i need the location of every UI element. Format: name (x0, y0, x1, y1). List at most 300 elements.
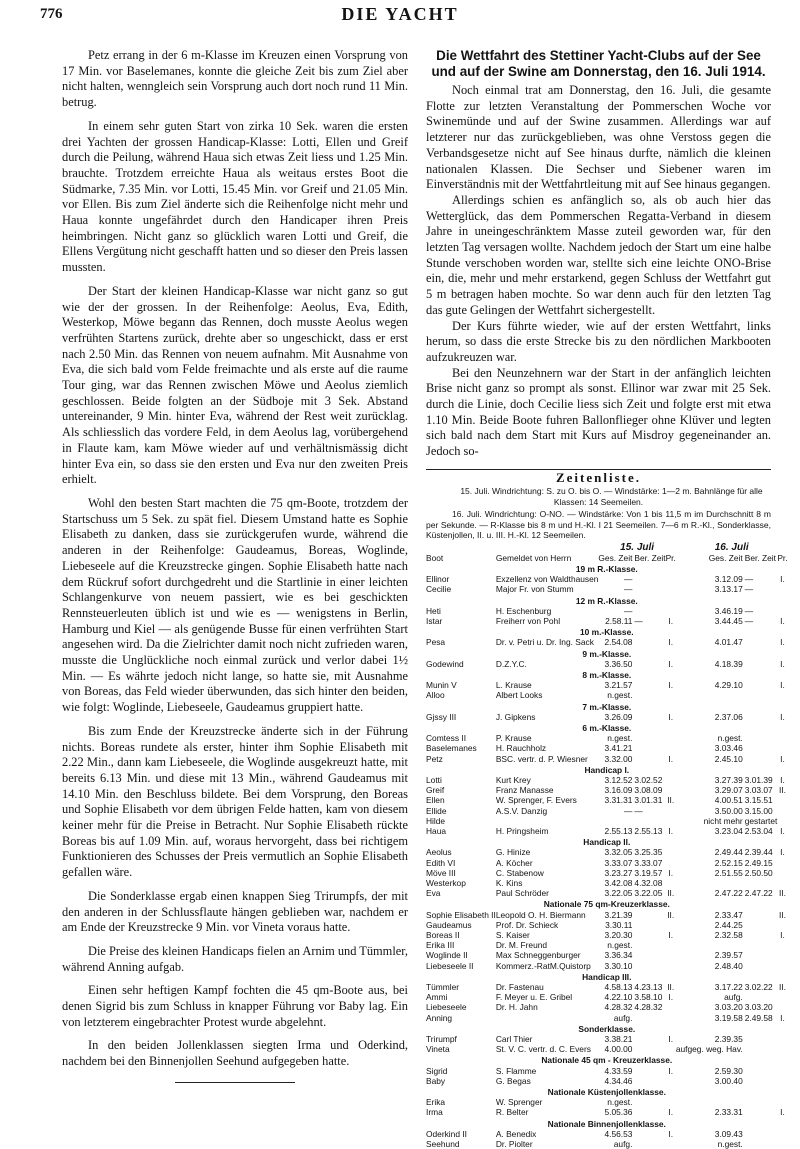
class-heading-row (426, 563, 788, 574)
prize-16: I. (777, 1107, 787, 1117)
class-heading-row (426, 1086, 788, 1097)
total-time-16: 2.45.10 (676, 754, 745, 764)
corrected-time-15 (634, 680, 665, 690)
owner-name: S. Flamme (496, 1066, 599, 1076)
class-heading: 8 m.-Klasse. (426, 669, 788, 680)
corrected-time-16: gestartet (745, 816, 778, 826)
corrected-time-15 (634, 1097, 665, 1107)
total-time-15: n.gest. (598, 940, 634, 950)
prize-15 (666, 847, 676, 857)
table-row (426, 659, 788, 669)
total-time-16: aufg. (676, 992, 745, 1002)
column-header: Ber. Zeit (745, 553, 778, 563)
prize-15 (666, 920, 676, 930)
class-heading: Nationale Binnenjollenklasse. (426, 1118, 788, 1129)
class-heading-row (426, 648, 788, 659)
prize-16 (777, 1002, 787, 1012)
owner-name: H. Eschenburg (496, 606, 599, 616)
owner-name: Freiherr von Pohl (496, 616, 599, 626)
prize-15: I. (666, 712, 676, 722)
total-time-15: 3.38.21 (598, 1034, 634, 1044)
table-row (426, 930, 788, 940)
prize-16 (777, 878, 787, 888)
corrected-time-15 (634, 1107, 665, 1117)
column-header: Gemeldet von Herrn (496, 553, 599, 563)
total-time-16: 3.13.17 (676, 584, 745, 594)
owner-name: Dr. Fastenau (496, 982, 599, 992)
class-heading: 6 m.-Klasse. (426, 722, 788, 733)
corrected-time-15 (634, 637, 665, 647)
prize-15 (666, 733, 676, 743)
owner-name: Prof. Dr. Schieck (496, 920, 599, 930)
paragraph: Einen sehr heftigen Kampf fochten die 45 qm-Boote aus, bei denen Sigrid bis zum Schluss in knapper Führung vor Baby lag. Ein von letzterem eingebrachter Protest wurde abgelehnt. (62, 983, 408, 1030)
corrected-time-16: — (745, 574, 778, 584)
prize-15: I. (666, 868, 676, 878)
prize-15: I. (666, 680, 676, 690)
table-row (426, 1076, 788, 1086)
table-row (426, 1139, 788, 1149)
total-time-16: 3.44.45 (676, 616, 745, 626)
class-heading: 9 m.-Klasse. (426, 648, 788, 659)
corrected-time-16: 2.47.22 (745, 888, 778, 898)
owner-name: Max Schneggenburger (496, 950, 599, 960)
owner-name: A.S.V. Danzig (496, 806, 599, 816)
corrected-time-16 (745, 637, 778, 647)
total-time-16: n.gest. (676, 1139, 745, 1149)
boat-name: Aeolus (426, 847, 496, 857)
boat-name: Trirumpf (426, 1034, 496, 1044)
total-time-15: n.gest. (598, 690, 634, 700)
prize-15 (666, 950, 676, 960)
total-time-15: 3.12.52 (598, 775, 634, 785)
prize-16 (777, 795, 787, 805)
corrected-time-15 (634, 910, 665, 920)
table-row (426, 574, 788, 584)
prize-15 (666, 940, 676, 950)
corrected-time-15 (634, 950, 665, 960)
total-time-16: nicht mehr (676, 816, 745, 826)
total-time-16: 4.29.10 (676, 680, 745, 690)
total-time-15: 3.30.11 (598, 920, 634, 930)
boat-name: Ellen (426, 795, 496, 805)
corrected-time-15 (634, 1013, 665, 1023)
end-rule (175, 1082, 295, 1083)
boat-name: Baselemanes (426, 743, 496, 753)
magazine-header: DIE YACHT (0, 4, 800, 25)
boat-name: Möve III (426, 868, 496, 878)
corrected-time-16: — (745, 606, 778, 616)
total-time-15: 4.00.00 (598, 1044, 634, 1054)
boat-name: Gaudeamus (426, 920, 496, 930)
corrected-time-16: 3.03.07 (745, 785, 778, 795)
prize-15: I. (666, 1034, 676, 1044)
total-time-15: 3.23.27 (598, 868, 634, 878)
total-time-15: 2.58.11 (598, 616, 634, 626)
column-header-row (426, 553, 788, 563)
class-heading: Handicap I. (426, 764, 788, 775)
paragraph: Der Kurs führte wieder, wie auf der ersten Wettfahrt, links herum, so dass die erste Strecke bis zu den nördlichen Markbooten aufzukreuzen war. (426, 319, 771, 366)
total-time-16: 3.23.04 (676, 826, 745, 836)
total-time-15: 3.31.31 (598, 795, 634, 805)
corrected-time-16 (745, 690, 778, 700)
owner-name: P. Krause (496, 733, 599, 743)
corrected-time-15 (634, 961, 665, 971)
class-heading-row (426, 722, 788, 733)
owner-name: H. Rauchholz (496, 743, 599, 753)
day-header-row (426, 543, 788, 553)
class-heading-row (426, 1054, 788, 1065)
total-time-15: 3.32.00 (598, 754, 634, 764)
table-row (426, 1107, 788, 1117)
boat-name: Heti (426, 606, 496, 616)
total-time-16: 3.09.43 (676, 1129, 745, 1139)
corrected-time-16 (745, 1066, 778, 1076)
paragraph: Der Start der kleinen Handicap-Klasse war nicht ganz so gut wie der der grossen. In der Reihenfolge: Aeolus, Eva, Edith, Westerkop, Möwe begann das Rennen, doch musste Aeolus wegen verfrühten Startens zurück, drehte aber so ungeschickt, dass er erst nach 2.50 Min. das Rennen von neuem aufnahm. Mit Ausnahme von Eva, die sich bald vom Felde freimachte und als erste auf die raume Tour ging, war das Rennen zwischen Möwe und Aeolus ziemlich geschlossen. Beide folgten an der Südboje mit 3 Sek. Abstand untereinander, 9 Min. hinter Eva, während der Rest weit zurücklag. Als schliesslich das vordere Feld, in dem Aeolus lag, vorübergehend in Flaute kam, kam Möwe wieder auf und verhältnismässig dicht hinter Eva ein, so dass sie den ersten und Eva nur den zweiten Preis erhielt. (62, 284, 408, 488)
boat-name: Gjssy III (426, 712, 496, 722)
owner-name: S. Kaiser (496, 930, 599, 940)
corrected-time-16: 2.49.58 (745, 1013, 778, 1023)
paragraph: Die Sonderklasse ergab einen knappen Sieg Trirumpfs, der mit den anderen in der Schlussflaute hängen geblieben war, nachdem er am Ende der Kreuzstrecke 9 Min. vor Vineta voraus hatte. (62, 889, 408, 936)
total-time-16: 3.12.09 (676, 574, 745, 584)
table-row (426, 743, 788, 753)
corrected-time-16 (745, 733, 778, 743)
boat-name: Sophie Elisabeth II (426, 910, 496, 920)
total-time-15: 3.16.09 (598, 785, 634, 795)
boat-name: Tümmler (426, 982, 496, 992)
corrected-time-16: 2.53.04 (745, 826, 778, 836)
corrected-time-16 (745, 930, 778, 940)
table-row (426, 920, 788, 930)
total-time-15: — (598, 806, 634, 816)
class-heading-row (426, 764, 788, 775)
prize-15: I. (666, 1066, 676, 1076)
prize-16 (777, 868, 787, 878)
column-header: Pr. (777, 553, 787, 563)
total-time-15: 4.56.53 (598, 1129, 634, 1139)
corrected-time-16 (745, 659, 778, 669)
total-time-16: 2.32.58 (676, 930, 745, 940)
prize-15: I. (666, 826, 676, 836)
corrected-time-15: 3.02.52 (634, 775, 665, 785)
boat-name: Godewind (426, 659, 496, 669)
prize-15: II. (666, 888, 676, 898)
prize-15: I. (666, 637, 676, 647)
owner-name: Dr. Piolter (496, 1139, 599, 1149)
table-row (426, 754, 788, 764)
owner-name: G. Begas (496, 1076, 599, 1086)
total-time-16: 3.50.00 (676, 806, 745, 816)
table-row (426, 1044, 788, 1054)
total-time-16: 4.01.47 (676, 637, 745, 647)
prize-16: II. (777, 888, 787, 898)
boat-name: Woglinde II (426, 950, 496, 960)
total-time-16: aufgeg. weg. Hav. (676, 1044, 745, 1054)
total-time-16 (676, 878, 745, 888)
prize-16: I. (777, 659, 787, 669)
class-heading: Nationale Küstenjollenklasse. (426, 1086, 788, 1097)
owner-name: L. Krause (496, 680, 599, 690)
prize-16: I. (777, 826, 787, 836)
owner-name: Paul Schröder (496, 888, 599, 898)
boat-name: Oderkind II (426, 1129, 496, 1139)
paragraph: Petz errang in der 6 m-Klasse im Kreuzen einen Vorsprung von 17 Min. vor Baselemanes, konnte die gleiche Zeit bis zum Ziel aber nicht halten, wenngleich sein Vorsprung auch dort noch rund 11 Min. betrug. (62, 48, 408, 111)
corrected-time-16 (745, 1034, 778, 1044)
total-time-16: 2.51.55 (676, 868, 745, 878)
boat-name: Ellide (426, 806, 496, 816)
corrected-time-15 (634, 1076, 665, 1086)
prize-16: I. (777, 1013, 787, 1023)
total-time-16: 2.44.25 (676, 920, 745, 930)
table-row (426, 616, 788, 626)
total-time-15: — (598, 584, 634, 594)
class-heading-row (426, 1118, 788, 1129)
corrected-time-16 (745, 940, 778, 950)
column-header: Ges. Zeit (676, 553, 745, 563)
corrected-time-15 (634, 754, 665, 764)
boat-name: Vineta (426, 1044, 496, 1054)
corrected-time-15: 4.32.08 (634, 878, 665, 888)
total-time-15: 3.26.09 (598, 712, 634, 722)
prize-16 (777, 1034, 787, 1044)
table-row (426, 637, 788, 647)
prize-16: I. (777, 574, 787, 584)
table-row (426, 992, 788, 1002)
article-title: Die Wettfahrt des Stettiner Yacht-Clubs auf der See und auf der Swine am Donnerstag, den 16. Juli 1914. (426, 48, 771, 80)
table-row (426, 826, 788, 836)
total-time-15: 3.42.08 (598, 878, 634, 888)
total-time-15: 3.32.05 (598, 847, 634, 857)
owner-name: Kurt Krey (496, 775, 599, 785)
prize-16 (777, 733, 787, 743)
prize-16: I. (777, 637, 787, 647)
total-time-15: 3.41.21 (598, 743, 634, 753)
paragraph: Die Preise des kleinen Handicaps fielen an Arnim und Tümmler, während Anning aufgab. (62, 944, 408, 975)
class-heading: 19 m R.-Klasse. (426, 563, 788, 574)
corrected-time-16: 2.50.50 (745, 868, 778, 878)
total-time-16: 3.27.39 (676, 775, 745, 785)
prize-15 (666, 806, 676, 816)
table-row (426, 733, 788, 743)
table-row (426, 950, 788, 960)
prize-16 (777, 992, 787, 1002)
table-row (426, 1002, 788, 1012)
total-time-16: n.gest. (676, 733, 745, 743)
corrected-time-15 (634, 1129, 665, 1139)
paragraph: In den beiden Jollenklassen siegten Irma und Oderkind, nachdem bei den Binnenjollen Seehund aufgegeben hatte. (62, 1038, 408, 1069)
boat-name: Anning (426, 1013, 496, 1023)
total-time-16: 3.46.19 (676, 606, 745, 616)
corrected-time-16: 3.03.20 (745, 1002, 778, 1012)
owner-name: A. Köcher (496, 858, 599, 868)
class-heading: Handicap III. (426, 971, 788, 982)
total-time-15: 4.34.46 (598, 1076, 634, 1086)
table-row (426, 795, 788, 805)
total-time-16 (676, 690, 745, 700)
corrected-time-16 (745, 910, 778, 920)
boat-name: Erika III (426, 940, 496, 950)
total-time-16: 2.39.35 (676, 1034, 745, 1044)
boat-name: Greif (426, 785, 496, 795)
prize-15: II. (666, 910, 676, 920)
column-header: Ges. Zeit (598, 553, 634, 563)
boat-name: Hilde (426, 816, 496, 826)
prize-15: I. (666, 616, 676, 626)
corrected-time-15: 3.33.07 (634, 858, 665, 868)
owner-name: H. Pringsheim (496, 826, 599, 836)
boat-name: Munin V (426, 680, 496, 690)
total-time-15: 4.33.59 (598, 1066, 634, 1076)
table-row (426, 982, 788, 992)
class-heading-row (426, 836, 788, 847)
boat-name: Cecilie (426, 584, 496, 594)
boat-name: Istar (426, 616, 496, 626)
total-time-15: 3.36.34 (598, 950, 634, 960)
corrected-time-16 (745, 1107, 778, 1117)
corrected-time-16 (745, 992, 778, 1002)
day1-info: 15. Juli. Windrichtung: S. zu O. bis O. — Windstärke: 1—2 m. Bahnlänge für alle Klassen: 14 Seemeilen. (426, 486, 771, 507)
total-time-15: 4.28.32 (598, 1002, 634, 1012)
left-column (62, 48, 408, 1083)
boat-name: Edith VI (426, 858, 496, 868)
prize-15 (666, 1076, 676, 1086)
owner-name: G. Hinize (496, 847, 599, 857)
owner-name: Carl Thier (496, 1034, 599, 1044)
owner-name: W. Sprenger, F. Evers (496, 795, 599, 805)
corrected-time-16 (745, 1044, 778, 1054)
article-body (426, 83, 771, 460)
table-row (426, 1013, 788, 1023)
table-row (426, 775, 788, 785)
table-row (426, 888, 788, 898)
results-table (426, 543, 788, 1149)
column-header: Pr. (666, 553, 676, 563)
prize-16 (777, 940, 787, 950)
owner-name: A. Benedix (496, 1129, 599, 1139)
prize-16 (777, 743, 787, 753)
prize-15 (666, 743, 676, 753)
corrected-time-15 (634, 816, 665, 826)
class-heading-row (426, 595, 788, 606)
table-row (426, 961, 788, 971)
prize-15: I. (666, 1129, 676, 1139)
corrected-time-15 (634, 690, 665, 700)
owner-name: K. Kins (496, 878, 599, 888)
paragraph: Bis zum Ende der Kreuzstrecke änderte sich in der Führung nichts. Boreas rundete als erster, hinter ihm Sophie Elisabeth mit 2.22 Min., dann kam Liebeseele, die Woglinde ausgekreuzt hatte, mit bereits 6.13 Min. und diese mit 13 Min., während Gaudeamus mit 14.10 Min. den Beschluss bildete. Bei dem Vorsprung, den Boreas und Sophie Elisabeth vor dem übrigen Felde hatten, kam von diesem keiner mehr für die Preise in Betracht. Nur Sophie Elisabeth rückte Boreas bis auf 1.09 Min. auf, woraus hervorgeht, dass bei richtigem Funktionieren des Schusses der Preis vermutlich an Sophie Elisabeth gefallen wäre. (62, 724, 408, 881)
spacer-cell (496, 543, 599, 553)
owner-name (496, 1013, 599, 1023)
table-row (426, 1129, 788, 1139)
results-title: Zeitenliste. (426, 473, 771, 484)
paragraph: Allerdings schien es anfänglich so, als ob auch hier das Wetterglück, das dem Pommerschen Regatta-Verband in diesem Jahre in uneingeschränktem Masse zuteil geworden war, für den letzten Tag versagen wollte. Nachdem jedoch der Start um eine halbe Stunde verschoben worden war, stellte sich eine leichte ONO-Brise ein, die, mehr und mehr erstarkend, gegen Schluss der Wettfahrt gut 5 m betragen haben mochte. So war denn auch für den letzten Tag das gute Gelingen der Wettfahrt sichergestellt. (426, 193, 771, 319)
prize-15: I. (666, 930, 676, 940)
corrected-time-15: 4.23.13 (634, 982, 665, 992)
prize-16 (777, 1076, 787, 1086)
class-heading: Nationale 75 qm-Kreuzerklasse. (426, 898, 788, 909)
prize-16: II. (777, 910, 787, 920)
prize-15: I. (666, 992, 676, 1002)
table-row (426, 806, 788, 816)
corrected-time-16 (745, 680, 778, 690)
total-time-15 (598, 816, 634, 826)
total-time-15: n.gest. (598, 733, 634, 743)
corrected-time-15: 2.55.13 (634, 826, 665, 836)
corrected-time-16 (745, 950, 778, 960)
prize-15 (666, 574, 676, 584)
table-row (426, 1066, 788, 1076)
total-time-15: 3.22.05 (598, 888, 634, 898)
prize-16 (777, 606, 787, 616)
table-row (426, 878, 788, 888)
corrected-time-15 (634, 659, 665, 669)
total-time-16: 3.03.20 (676, 1002, 745, 1012)
class-heading-row (426, 898, 788, 909)
class-heading: 7 m.-Klasse. (426, 701, 788, 712)
corrected-time-16 (745, 1076, 778, 1086)
corrected-time-15 (634, 743, 665, 753)
prize-15 (666, 1013, 676, 1023)
paragraph: Bei den Neunzehnern war der Start in der anfänglich leichten Brise nicht ganz so prompt als sonst. Ellinor war zwar mit 25 Sek. durch die Linie, doch Cecilie liess sich Zeit und folgte erst mit etwa 1.10 Min. Beide Boote fuhren Ballonflieger ohne Klüver und legten sich bald nach dem Start mit Kurs auf Misdroy gegeneinander an. Jedoch so- (426, 366, 771, 460)
prize-16: I. (777, 680, 787, 690)
class-heading: Handicap II. (426, 836, 788, 847)
owner-name: BSC. vertr. d. P. Wiesner (496, 754, 599, 764)
corrected-time-15: 3.19.57 (634, 868, 665, 878)
corrected-time-16 (745, 1139, 778, 1149)
boat-name: Erika (426, 1097, 496, 1107)
class-heading-row (426, 1023, 788, 1034)
prize-16: I. (777, 754, 787, 764)
prize-15 (666, 1044, 676, 1054)
boat-name: Westerkop (426, 878, 496, 888)
owner-name: Exzellenz von Waldthausen (496, 574, 599, 584)
prize-16 (777, 816, 787, 826)
table-row (426, 910, 788, 920)
corrected-time-16 (745, 1129, 778, 1139)
boat-name: Liebeseele (426, 1002, 496, 1012)
table-row (426, 680, 788, 690)
prize-16: II. (777, 982, 787, 992)
corrected-time-15: 3.58.10 (634, 992, 665, 1002)
prize-16 (777, 920, 787, 930)
prize-15 (666, 690, 676, 700)
total-time-15: 4.22.10 (598, 992, 634, 1002)
corrected-time-15 (634, 733, 665, 743)
class-heading-row (426, 669, 788, 680)
prize-15 (666, 858, 676, 868)
corrected-time-16: 3.15.00 (745, 806, 778, 816)
total-time-16: 3.29.07 (676, 785, 745, 795)
boat-name: Pesa (426, 637, 496, 647)
owner-name: Leopold O. H. Biermann (496, 910, 599, 920)
page-number: 776 (40, 6, 63, 23)
total-time-15: 3.36.50 (598, 659, 634, 669)
total-time-16: 2.33.47 (676, 910, 745, 920)
corrected-time-15: — (634, 616, 665, 626)
corrected-time-16: 3.15.51 (745, 795, 778, 805)
table-row (426, 940, 788, 950)
boat-name: Boreas II (426, 930, 496, 940)
total-time-15: 4.58.13 (598, 982, 634, 992)
corrected-time-15 (634, 1139, 665, 1149)
corrected-time-16: — (745, 584, 778, 594)
total-time-15: aufg. (598, 1013, 634, 1023)
prize-15 (666, 775, 676, 785)
table-row (426, 785, 788, 795)
boat-name: Liebeseele II (426, 961, 496, 971)
total-time-15: — (598, 606, 634, 616)
total-time-16: 2.37.06 (676, 712, 745, 722)
total-time-16 (676, 1097, 745, 1107)
class-heading: Nationale 45 qm - Kreuzerklasse. (426, 1054, 788, 1065)
